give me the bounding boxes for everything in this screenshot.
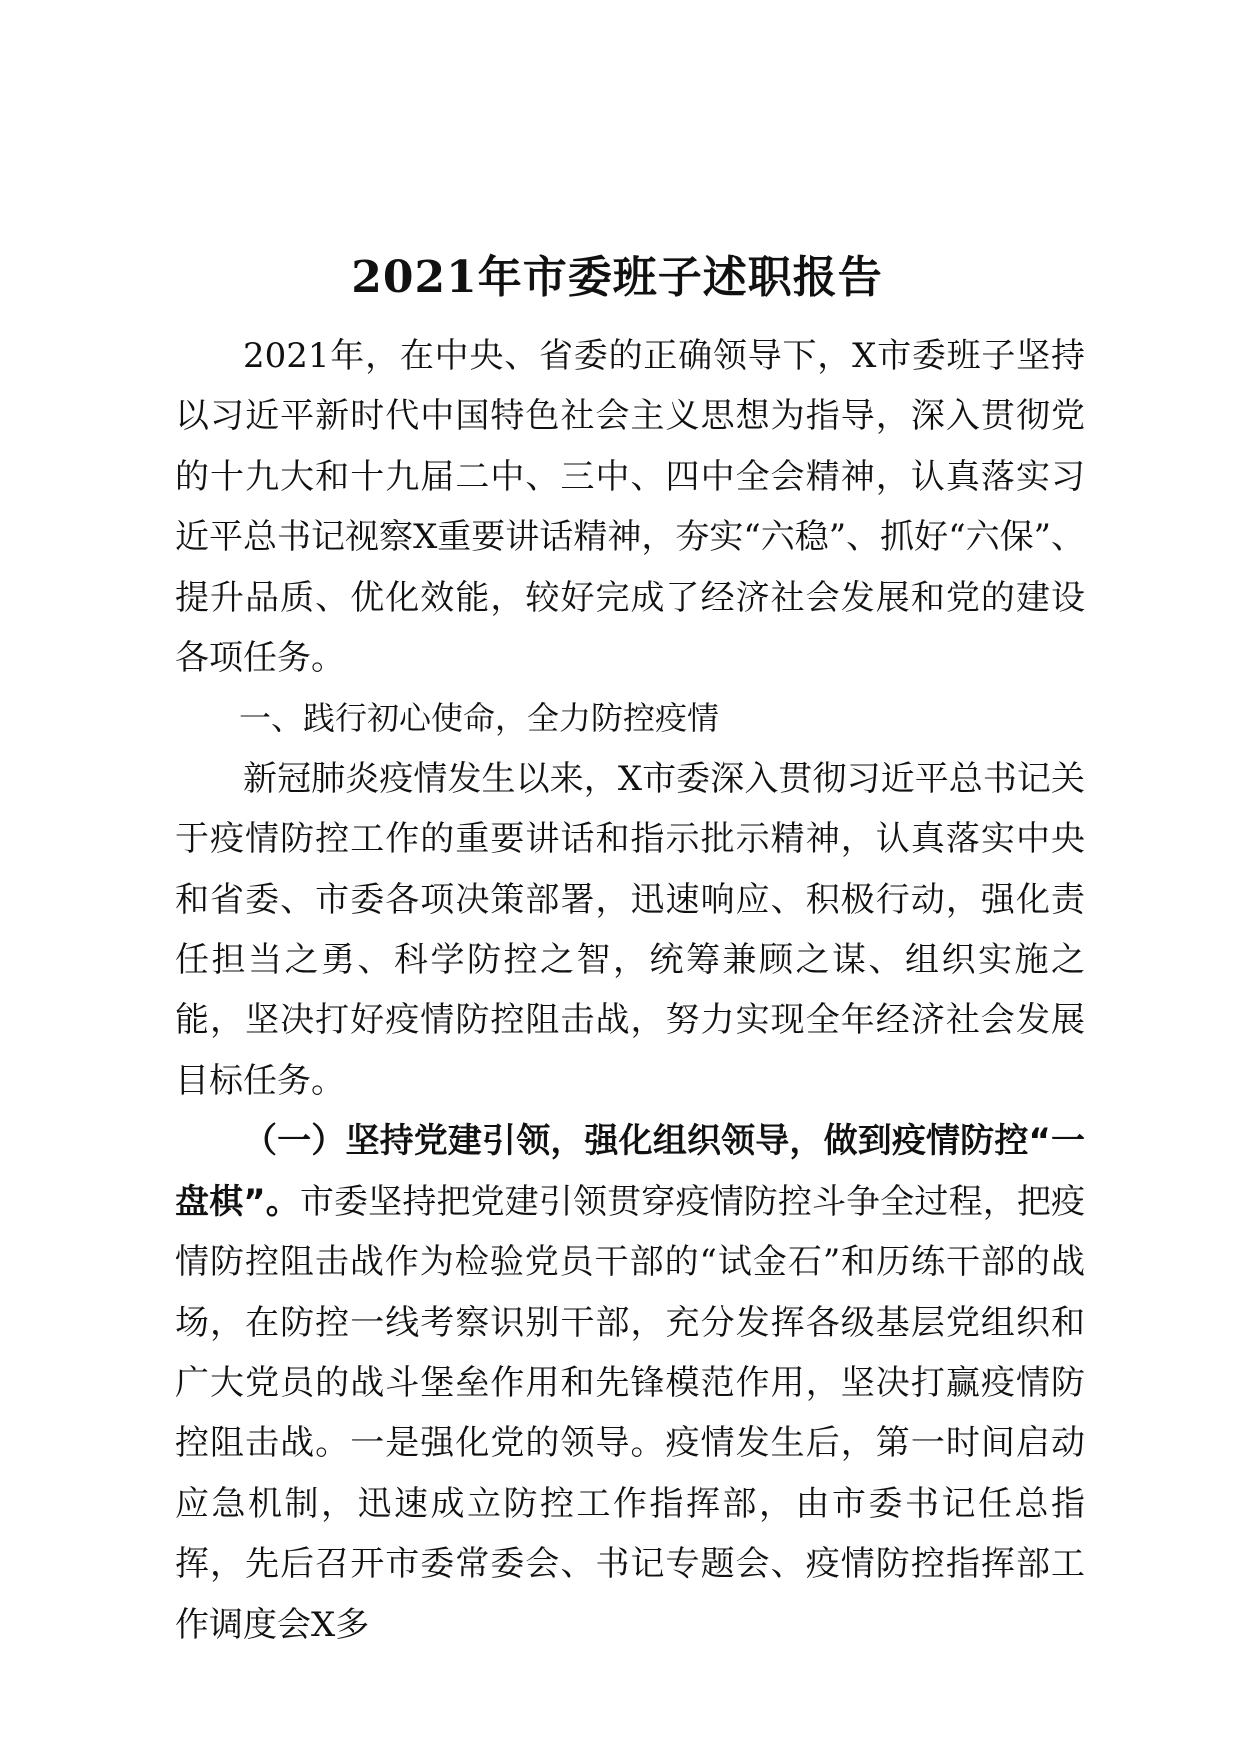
subsection-one-paragraph — [175, 1111, 1085, 1655]
intro-paragraph: 2021年，在中央、省委的正确领导下，X市委班子坚持以习近平新时代中国特色社会主义思想为指导，深入贯彻党的十九大和十九届二中、三中、四中全会精神，认真落实习近平总书记视察X重要讲话精神，夯实“六稳”、抓好“六保”、提升品质、优化效能，较好完成了经济社会发展和党的建设各项任务。 — [175, 336, 1085, 679]
section-one-heading: 一、践行初心使命，全力防控疫情 — [239, 699, 720, 738]
subsection-one-text: 市委坚持把党建引领贯穿疫情防控斗争全过程，把疫情防控阻击战作为检验党员干部的“试金石”和历练干部的战场，在防控一线考察识别干部，充分发挥各级基层党组织和广大党员的战斗堡垒作用和先锋模范作用，坚决打赢疫情防控阻击战。一是强化党的领导。疫情发生后，第一时间启动应急机制，迅速成立防控工作指挥部，由市委书记任总指挥，先后召开市委常委会、书记专题会、疫情防控指挥部工作调度会X多 — [175, 1181, 1085, 1645]
document-body — [175, 326, 1085, 1655]
document-title: 2021年市委班子述职报告 — [351, 252, 883, 303]
subsection-one-lead: （一）坚持党建引领，强化组织领导，做到疫情防控“一盘棋”。 — [175, 1121, 1085, 1222]
section-one-paragraph: 新冠肺炎疫情发生以来，X市委深入贯彻习近平总书记关于疫情防控工作的重要讲话和指示批示精神，认真落实中央和省委、市委各项决策部署，迅速响应、积极行动，强化责任担当之勇、科学防控之智，统筹兼顾之谋、组织实施之能，坚决打好疫情防控阻击战，努力实现全年经济社会发展目标任务。 — [175, 758, 1085, 1101]
